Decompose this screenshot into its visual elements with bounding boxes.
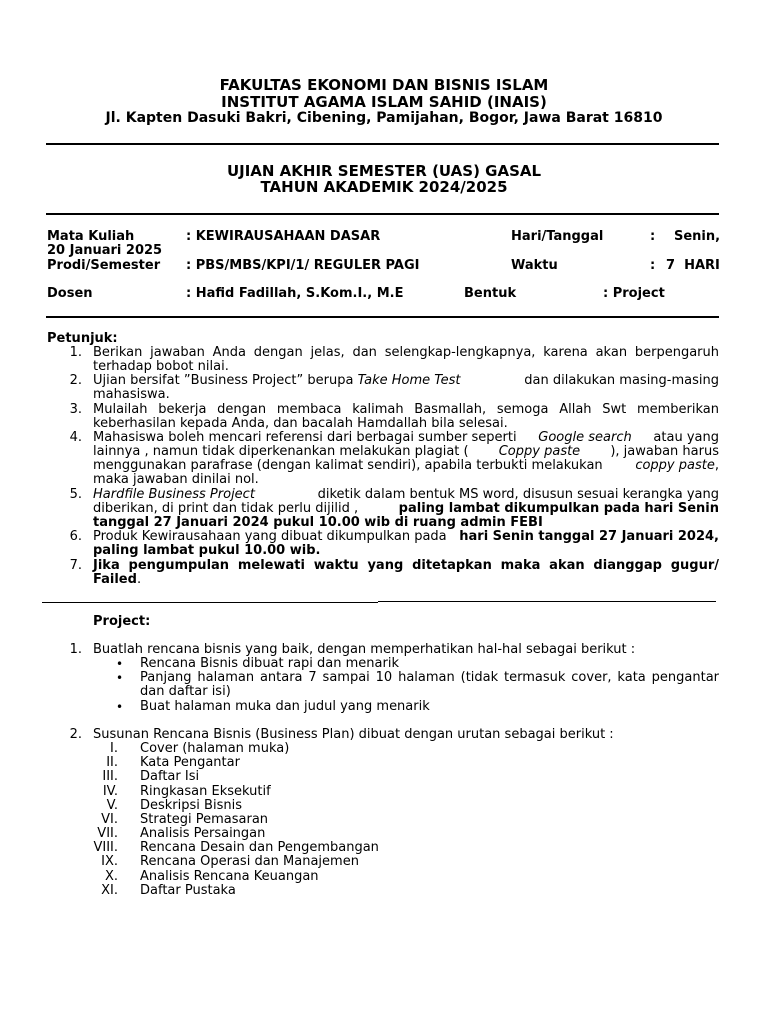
day-label: Hari/Tanggal [511, 229, 604, 244]
instruction-number: 7. [69, 558, 82, 573]
instructions-title: Petunjuk: [47, 331, 118, 346]
instruction-text: terhadap bobot nilai. [93, 359, 229, 374]
instruction-text: keberhasilan kepada Anda, dan bacalah Hamdallah bila selesai. [93, 416, 508, 431]
roman-number: IV. [102, 784, 118, 799]
faculty-name: FAKULTAS EKONOMI DAN BISNIS ISLAM [219, 76, 549, 94]
instruction-text: Mulailah bekerja dengan membaca kalimah Basmallah, semoga Allah Swt memberikan [93, 402, 719, 417]
project-title: Project: [93, 614, 151, 629]
bullet-icon: • [116, 700, 124, 714]
program-value: : PBS/MBS/KPI/1/ REGULER PAGI [186, 258, 420, 273]
instruction-number: 6. [69, 529, 82, 544]
instruction-number: 5. [69, 487, 82, 502]
day-value: Senin, [674, 229, 721, 244]
lecturer-value: : Hafid Fadillah, S.Kom.I., M.E [186, 286, 404, 301]
bullet-text: Panjang halaman antara 7 sampai 10 halaman (tidak termasuk cover, kata pengantar [140, 670, 719, 685]
instruction-text: Jika pengumpulan melewati waktu yang ditetapkan maka akan dianggap gugur/ [93, 558, 719, 573]
question-number: 1. [69, 642, 82, 657]
roman-number: VI. [101, 812, 118, 827]
institute-address: Jl. Kapten Dasuki Bakri, Cibening, Pamijahan, Bogor, Jawa Barat 16810 [105, 110, 663, 126]
instruction-text: Failed. [93, 572, 142, 587]
outline-item: Ringkasan Eksekutif [140, 784, 271, 799]
outline-item: Deskripsi Bisnis [140, 798, 242, 813]
outline-item: Daftar Isi [140, 769, 200, 784]
institute-name: INSTITUT AGAMA ISLAM SAHID (INAIS) [221, 93, 547, 111]
instruction-text: Berikan jawaban Anda dengan jelas, dan selengkap-lengkapnya, karena akan berpengaruh [93, 345, 719, 360]
instruction-text: Hardfile Business Project diketik dalam bentuk MS word, disusun sesuai kerangka yang [93, 487, 719, 502]
roman-number: I. [110, 741, 118, 756]
course-label: Mata Kuliah [47, 229, 135, 244]
instruction-number: 3. [69, 402, 82, 417]
instruction-text: Produk Kewirausahaan yang dibuat dikumpulkan pada hari Senin tanggal 27 Januari 2024, [93, 529, 719, 544]
instruction-text: tanggal 27 Januari 2024 pukul 10.00 wib di ruang admin FEBI [93, 515, 543, 530]
instruction-text: paling lambat pukul 10.00 wib. [93, 543, 321, 558]
section-divider [378, 601, 716, 602]
exam-title: UJIAN AKHIR SEMESTER (UAS) GASAL [226, 162, 542, 180]
program-label: Prodi/Semester [47, 258, 161, 273]
time-label: Waktu [511, 258, 558, 273]
instruction-text: Mahasiswa boleh mencari referensi dari berbagai sumber seperti Google search atau yang [93, 430, 719, 445]
outline-item: Analisis Rencana Keuangan [140, 869, 319, 884]
bullet-text: Rencana Bisnis dibuat rapi dan menarik [140, 656, 399, 671]
day-colon: : [650, 229, 656, 244]
instruction-text: menggunakan parafrase (dengan kalimat sendiri), apabila terbukti melakukan coppy paste, [93, 458, 719, 473]
form-label: Bentuk [464, 286, 517, 301]
course-value: : KEWIRAUSAHAAN DASAR [186, 229, 381, 244]
roman-number: XI. [101, 883, 118, 898]
outline-item: Cover (halaman muka) [140, 741, 290, 756]
outline-item: Strategi Pemasaran [140, 812, 269, 827]
instruction-text: Ujian bersifat ”Business Project” berupa Take Home Test dan dilakukan masing-masing [93, 373, 719, 388]
roman-number: V. [106, 798, 118, 813]
title-divider [46, 213, 719, 215]
outline-item: Kata Pengantar [140, 755, 240, 770]
instruction-text: lainnya , namun tidak diperkenankan melakukan plagiat ( Coppy paste ), jawaban harus [93, 444, 719, 459]
question-number: 2. [69, 727, 82, 742]
roman-number: VII. [97, 826, 118, 841]
instruction-number: 2. [69, 373, 82, 388]
question-text: Susunan Rencana Bisnis (Business Plan) dibuat dengan urutan sebagai berikut : [93, 727, 614, 742]
time-colon: : [650, 258, 656, 273]
section-divider [42, 602, 378, 603]
instruction-text: diberikan, di print dan tidak perlu dijilid , paling lambat dikumpulkan pada hari Senin [93, 501, 719, 516]
info-divider [46, 316, 719, 318]
time-value: 7 HARI [666, 258, 720, 273]
bullet-text: dan daftar isi) [140, 684, 231, 699]
header-divider [46, 143, 719, 145]
instruction-text: maka jawaban dinilai nol. [93, 472, 259, 487]
bullet-icon: • [116, 657, 124, 671]
bullet-text: Buat halaman muka dan judul yang menarik [140, 699, 430, 714]
roman-number: VIII. [93, 840, 118, 855]
lecturer-label: Dosen [47, 286, 93, 301]
instruction-number: 1. [69, 345, 82, 360]
bullet-icon: • [116, 671, 124, 685]
outline-item: Daftar Pustaka [140, 883, 236, 898]
academic-year: TAHUN AKADEMIK 2024/2025 [260, 178, 508, 196]
roman-number: X. [104, 869, 118, 884]
instruction-number: 4. [69, 430, 82, 445]
roman-number: III. [102, 769, 118, 784]
roman-number: IX. [101, 854, 118, 869]
date-value: 20 Januari 2025 [47, 243, 163, 258]
instruction-text: mahasiswa. [93, 387, 170, 402]
outline-item: Analisis Persaingan [140, 826, 266, 841]
question-text: Buatlah rencana bisnis yang baik, dengan memperhatikan hal-hal sebagai berikut : [93, 642, 636, 657]
outline-item: Rencana Operasi dan Manajemen [140, 854, 359, 869]
form-value: : Project [603, 286, 665, 301]
outline-item: Rencana Desain dan Pengembangan [140, 840, 379, 855]
roman-number: II. [106, 755, 118, 770]
